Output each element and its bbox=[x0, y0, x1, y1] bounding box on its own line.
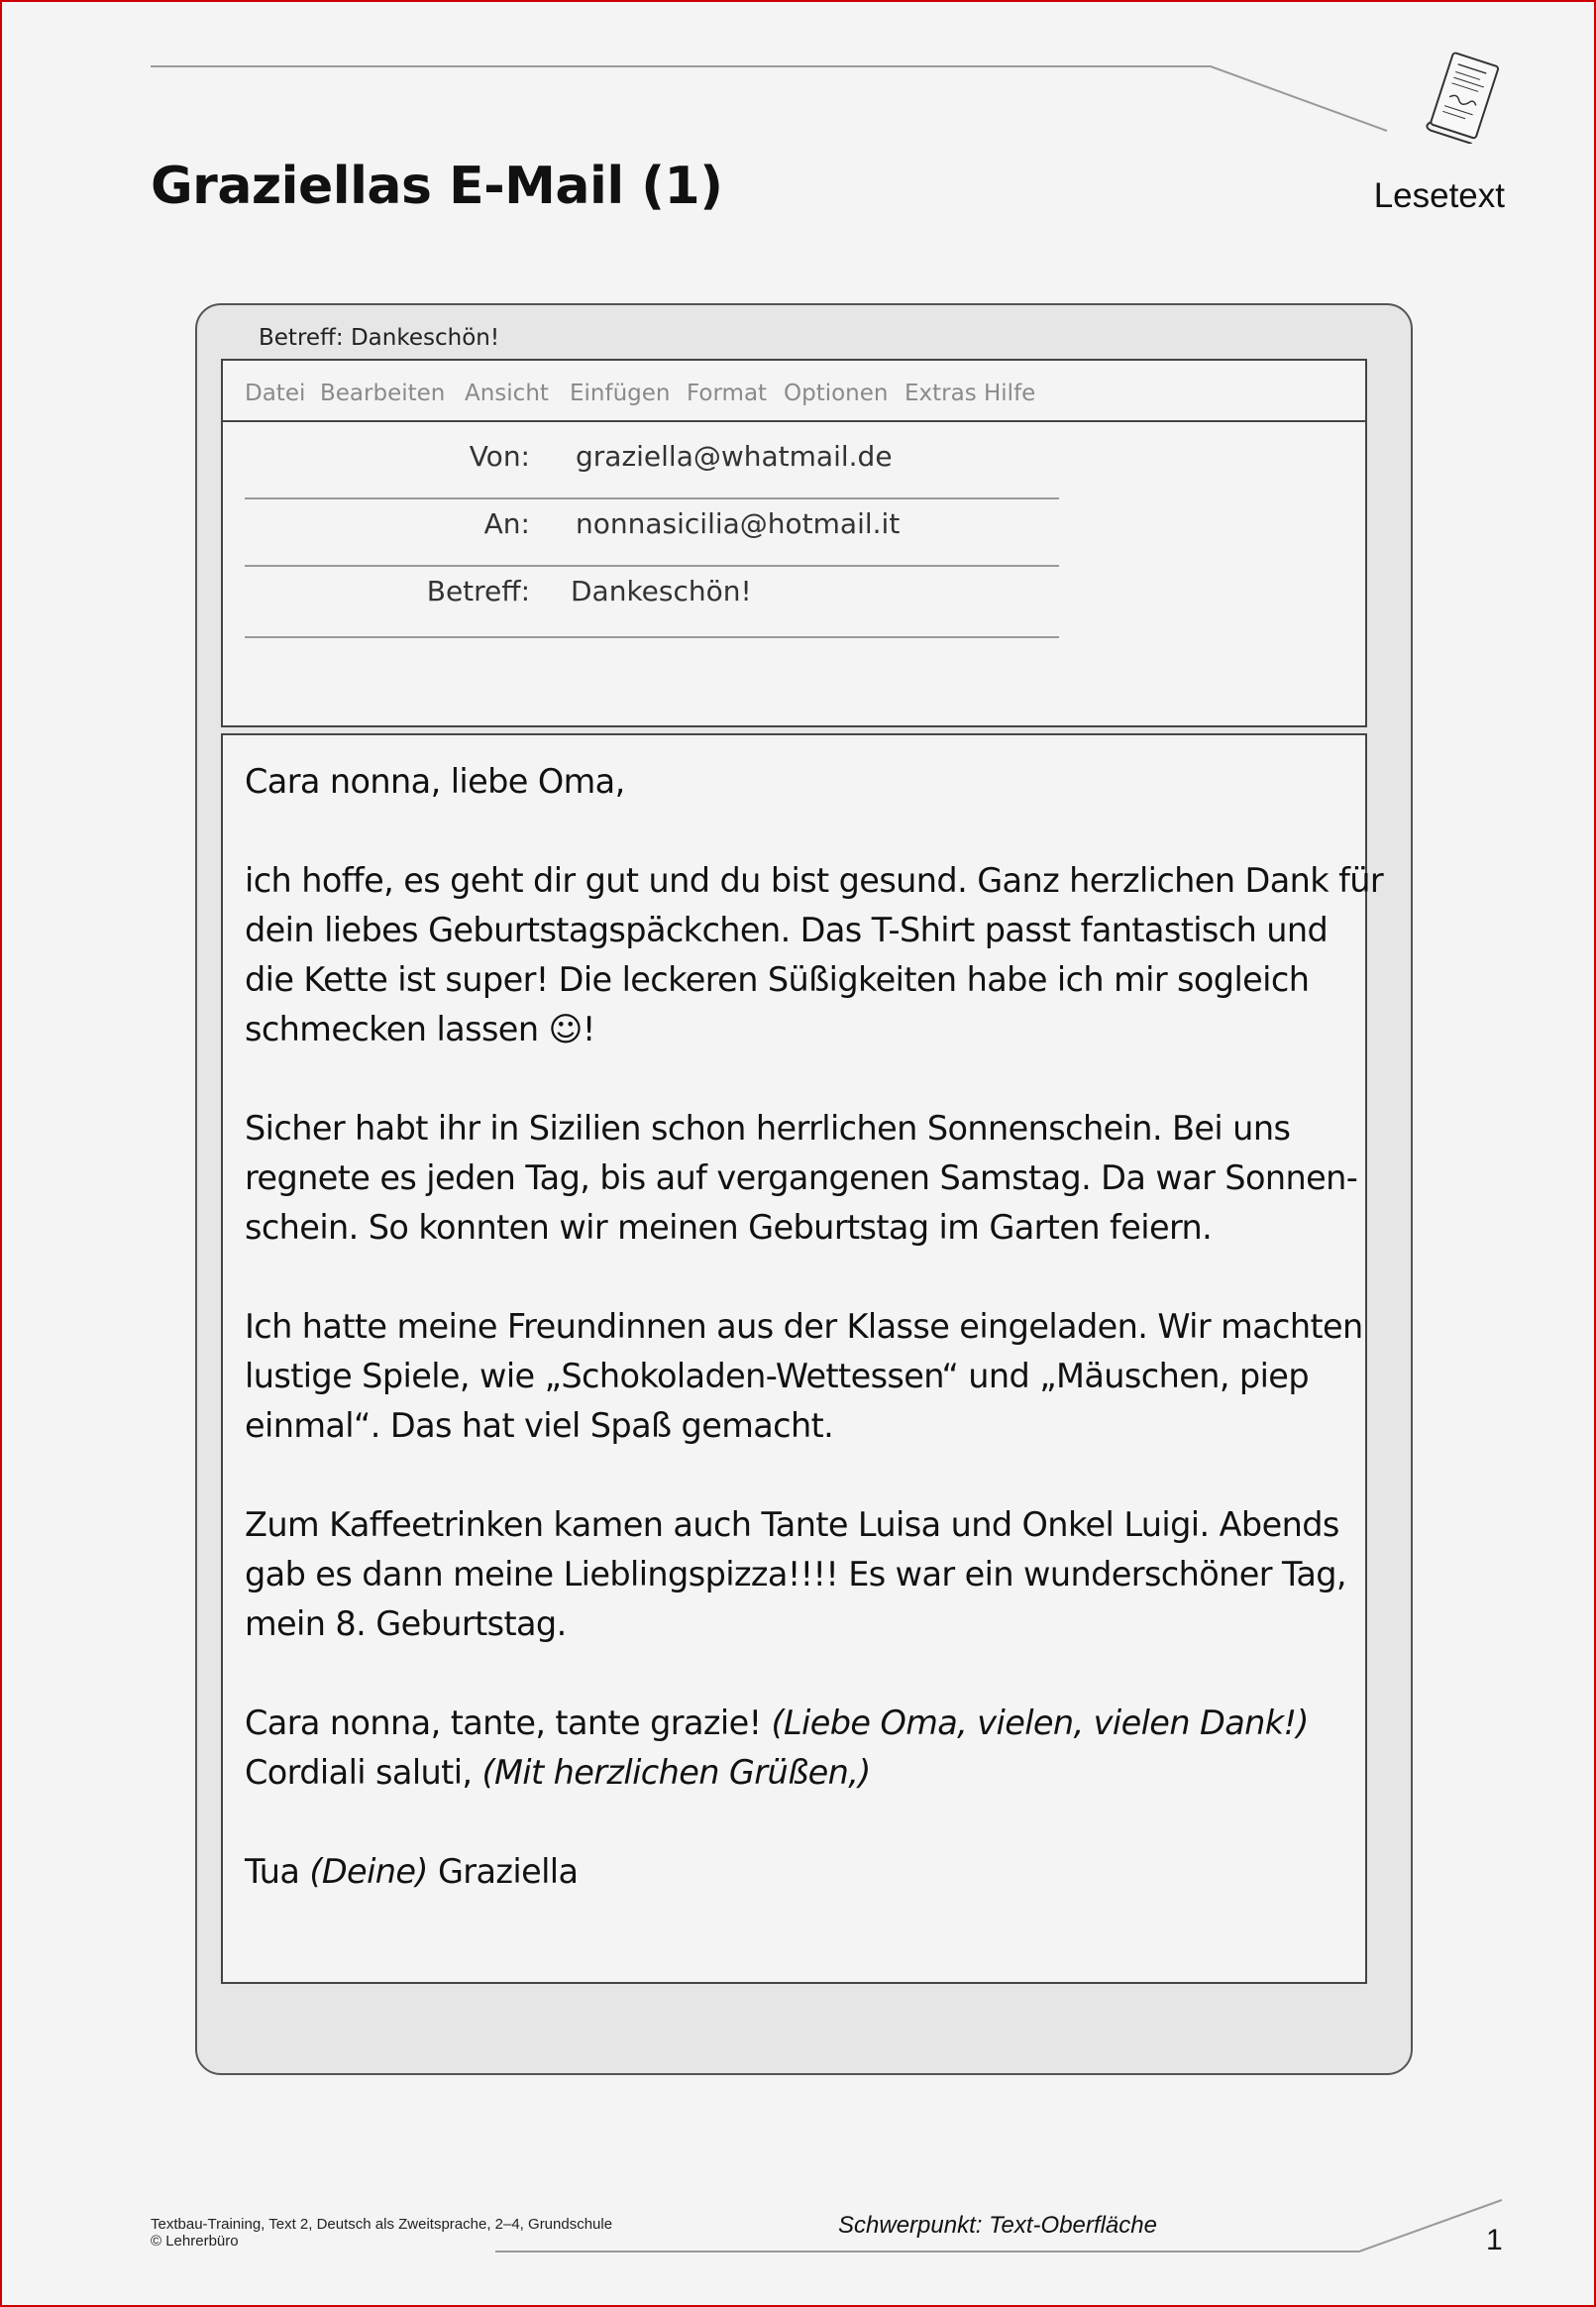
footer-focus: Schwerpunkt: Text-Oberfläche bbox=[838, 2212, 1157, 2239]
menu-bearbeiten[interactable]: Bearbeiten bbox=[320, 381, 446, 406]
menu-einfuegen[interactable]: Einfügen bbox=[570, 381, 671, 406]
paragraph-line: regnete es jeden Tag, bis auf vergangenen Samstag. Da war Sonnen- bbox=[245, 1158, 1358, 1197]
paragraph-1 bbox=[245, 856, 1384, 1054]
menu-extras[interactable]: Extras bbox=[904, 381, 977, 406]
paragraph-line: Zum Kaffeetrinken kamen auch Tante Luisa und Onkel Luigi. Abends bbox=[245, 1505, 1339, 1544]
footer-copyright: © Lehrerbüro bbox=[151, 2233, 239, 2250]
signature bbox=[245, 1847, 1354, 1897]
paragraph-2 bbox=[245, 1104, 1358, 1253]
paragraph-line: lustige Spiele, wie „Schokoladen-Wettessen“ und „Mäuschen, piep bbox=[245, 1357, 1309, 1395]
greeting: Cara nonna, liebe Oma, bbox=[245, 762, 625, 801]
divider bbox=[245, 636, 1059, 638]
window-title: Betreff: Dankeschön! bbox=[259, 325, 500, 351]
email-header-fields bbox=[221, 420, 1367, 727]
menu-hilfe[interactable]: Hilfe bbox=[984, 381, 1036, 406]
closing-translation: (Mit herzlichen Grüßen,) bbox=[481, 1753, 871, 1792]
email-window bbox=[195, 303, 1413, 2075]
footer-source bbox=[151, 2216, 612, 2250]
paragraph-line: ich hoffe, es geht dir gut und du bist gesund. Ganz herzlichen Dank für bbox=[245, 861, 1384, 900]
closing-text: Cara nonna, tante, tante grazie! bbox=[245, 1703, 772, 1742]
divider bbox=[245, 565, 1059, 567]
subject-field[interactable]: Dankeschön! bbox=[571, 575, 752, 607]
paragraph-line: Sicher habt ihr in Sizilien schon herrlichen Sonnenschein. Bei uns bbox=[245, 1109, 1291, 1148]
closing-line-1 bbox=[245, 1699, 1354, 1748]
email-body-text bbox=[245, 757, 1384, 1897]
closing-line-2 bbox=[245, 1748, 1354, 1798]
signature-tua: Tua bbox=[245, 1852, 310, 1891]
document-type-label: Lesetext bbox=[1373, 176, 1505, 215]
paragraph-line: mein 8. Geburtstag. bbox=[245, 1604, 567, 1643]
closing-text: Cordiali saluti, bbox=[245, 1753, 482, 1792]
page-title: Graziellas E-Mail (1) bbox=[151, 157, 723, 216]
signature-name: Graziella bbox=[427, 1852, 579, 1891]
menu-bar bbox=[221, 359, 1367, 422]
menu-format[interactable]: Format bbox=[687, 381, 768, 406]
paragraph-line: Ich hatte meine Freundinnen aus der Klasse eingeladen. Wir machten bbox=[245, 1307, 1363, 1346]
paragraph-line: die Kette ist super! Die leckeren Süßigkeiten habe ich mir sogleich bbox=[245, 960, 1310, 999]
menu-datei[interactable]: Datei bbox=[245, 381, 306, 406]
signature-translation: (Deine) bbox=[309, 1852, 428, 1891]
closing-translation: (Liebe Oma, vielen, vielen Dank!) bbox=[771, 1703, 1309, 1742]
from-label: Von: bbox=[469, 440, 530, 473]
paragraph-line: einmal“. Das hat viel Spaß gemacht. bbox=[245, 1406, 834, 1445]
email-body[interactable] bbox=[221, 733, 1384, 1984]
subject-label: Betreff: bbox=[426, 575, 530, 607]
paragraph-line: dein liebes Geburtstagspäckchen. Das T-Shirt passt fantastisch und bbox=[245, 911, 1329, 949]
to-field[interactable]: nonnasicilia@hotmail.it bbox=[576, 507, 901, 540]
footer-source-line: Textbau-Training, Text 2, Deutsch als Zweitsprache, 2–4, Grundschule bbox=[151, 2216, 613, 2233]
menu-optionen[interactable]: Optionen bbox=[784, 381, 889, 406]
document-sheet-icon bbox=[1419, 50, 1508, 144]
paragraph-3 bbox=[245, 1302, 1363, 1451]
paragraph-4 bbox=[245, 1500, 1354, 1649]
paragraph-line: schein. So konnten wir meinen Geburtstag im Garten feiern. bbox=[245, 1208, 1213, 1247]
page-number: 1 bbox=[1486, 2224, 1503, 2256]
divider bbox=[245, 497, 1059, 499]
paragraph-line: gab es dann meine Lieblingspizza!!!! Es war ein wunderschöner Tag, bbox=[245, 1555, 1346, 1593]
paragraph-line: schmecken lassen ☺! bbox=[245, 1010, 595, 1048]
from-field[interactable]: graziella@whatmail.de bbox=[576, 440, 893, 473]
menu-ansicht[interactable]: Ansicht bbox=[465, 381, 549, 406]
to-label: An: bbox=[483, 507, 530, 540]
